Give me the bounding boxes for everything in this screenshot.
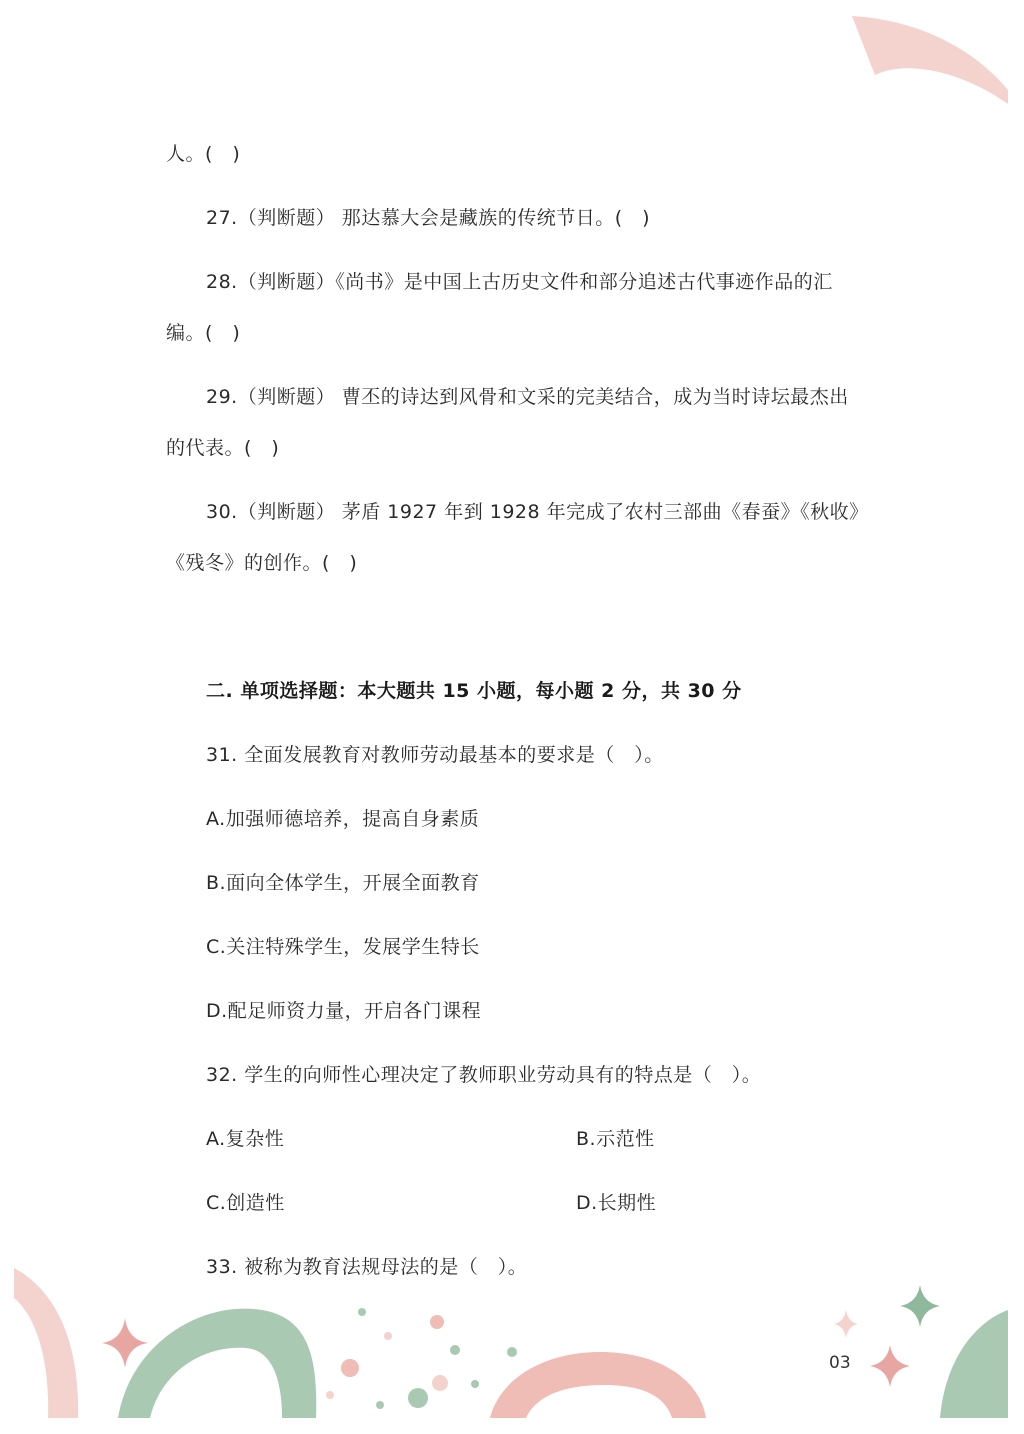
judgment-line: 人。( ) <box>166 143 241 165</box>
judgment-question-30: 30.（判断题） 茅盾 1927 年到 1928 年完成了农村三部曲《春蚕》《秋收》 <box>206 501 869 523</box>
sparkle-icon <box>900 1285 940 1327</box>
option-b: B.面向全体学生，开展全面教育 <box>206 872 480 894</box>
section-title: 二. 单项选择题：本大题共 15 小题，每小题 2 分，共 30 分 <box>206 680 742 702</box>
question-32: 32. 学生的向师性心理决定了教师职业劳动具有的特点是（ ）。 <box>206 1064 762 1086</box>
dot <box>471 1380 479 1388</box>
dot <box>408 1388 428 1408</box>
option-c: C.创造性 <box>206 1192 285 1214</box>
dot <box>358 1308 366 1316</box>
bottom-left-arch-green <box>118 1309 316 1418</box>
option-a: A.加强师德培养，提高自身素质 <box>206 808 480 830</box>
option-b: B.示范性 <box>576 1128 655 1150</box>
dot <box>384 1332 392 1340</box>
sparkle-icon <box>834 1310 858 1338</box>
sparkle-icon <box>102 1318 148 1368</box>
judgment-line: 《残冬》的创作。( ) <box>166 552 358 574</box>
option-d: D.长期性 <box>576 1192 657 1214</box>
bottom-left-arc-pink <box>14 1268 78 1418</box>
top-right-arc-band <box>852 16 1008 104</box>
option-c: C.关注特殊学生，发展学生特长 <box>206 936 480 958</box>
dot <box>326 1391 334 1399</box>
dot <box>341 1359 359 1377</box>
dot <box>450 1345 460 1355</box>
option-a: A.复杂性 <box>206 1128 285 1150</box>
page-number: 03 <box>829 1353 851 1373</box>
dot <box>432 1375 448 1391</box>
sparkle-icon <box>870 1345 910 1387</box>
judgment-line: 的代表。( ) <box>166 437 280 459</box>
dot <box>507 1347 517 1357</box>
judgment-line: 编。( ) <box>166 322 241 344</box>
dot <box>430 1315 444 1329</box>
judgment-question-29: 29.（判断题） 曹丕的诗达到风骨和文采的完美结合，成为当时诗坛最杰出 <box>206 386 849 408</box>
dot <box>376 1401 384 1409</box>
judgment-question-27: 27.（判断题） 那达慕大会是藏族的传统节日。( ) <box>206 207 651 229</box>
question-33: 33. 被称为教育法规母法的是（ ）。 <box>206 1256 528 1278</box>
question-31: 31. 全面发展教育对教师劳动最基本的要求是（ ）。 <box>206 744 664 766</box>
judgment-question-28: 28.（判断题）《尚书》是中国上古历史文件和部分追述古代事迹作品的汇 <box>206 271 833 293</box>
bottom-right-arch-green <box>940 1310 1008 1418</box>
option-d: D.配足师资力量，开启各门课程 <box>206 1000 482 1022</box>
bottom-center-arch-pink <box>490 1352 706 1418</box>
